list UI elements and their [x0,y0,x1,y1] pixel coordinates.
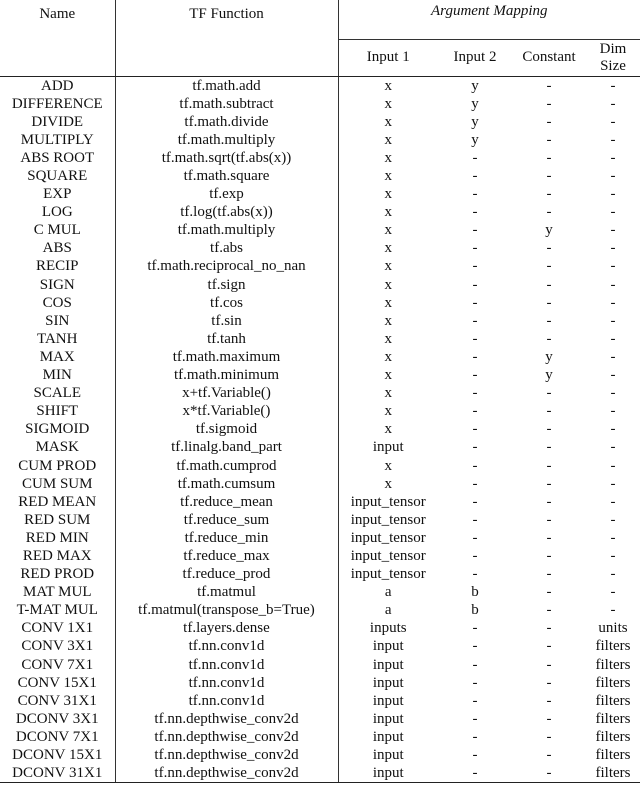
cell-dim-size: - [610,421,616,438]
cell-input1: x [384,348,392,365]
cell-constant: - [546,529,552,546]
cell-input1: a [384,602,392,619]
cell-tf-function: tf.matmul [115,583,338,601]
cell-input2: - [472,149,478,166]
cell-name: MASK [0,438,115,456]
table-row [0,728,640,746]
cell-name: TANH [0,330,115,348]
table-row [0,493,640,511]
cell-name: RECIP [0,257,115,275]
cell-tf-function: tf.nn.depthwise_conv2d [115,746,338,764]
table-row [0,438,640,456]
cell-dim-size: - [610,367,616,384]
cell-constant: - [546,168,552,185]
cell-constant: - [546,584,552,601]
cell-constant: - [546,95,552,112]
cell-tf-function: tf.reduce_prod [115,565,338,583]
cell-input1: input [372,747,404,764]
cell-input2: - [472,692,478,709]
cell-input2: - [472,710,478,727]
table-row [0,276,640,294]
cell-tf-function: tf.reduce_max [115,547,338,565]
cell-constant: - [546,602,552,619]
table-row [0,529,640,547]
cell-name: SHIFT [0,402,115,420]
cell-dim-size: - [610,312,616,329]
cell-input2: - [472,294,478,311]
cell-name: RED SUM [0,511,115,529]
cell-input2: - [472,367,478,384]
cell-dim-size: filters [595,638,631,655]
table-row [0,565,640,583]
cell-name: MIN [0,366,115,384]
table-row [0,710,640,728]
cell-tf-function: tf.nn.depthwise_conv2d [115,728,338,746]
table-row [0,149,640,167]
header-tf-function: TF Function [115,0,338,39]
cell-dim-size: - [610,457,616,474]
cell-name: SIGMOID [0,420,115,438]
cell-constant: - [546,728,552,745]
table-row [0,764,640,783]
table-row [0,113,640,131]
cell-dim-size: - [610,149,616,166]
cell-name: DIVIDE [0,113,115,131]
cell-tf-function: tf.nn.depthwise_conv2d [115,710,338,728]
cell-constant: y [545,348,553,365]
cell-constant: - [546,747,552,764]
cell-name: T-MAT MUL [0,601,115,619]
cell-name: SCALE [0,384,115,402]
table-row [0,221,640,239]
cell-input1: x [384,222,392,239]
cell-input2: - [472,439,478,456]
cell-dim-size: filters [595,692,631,709]
cell-tf-function: tf.reduce_mean [115,493,338,511]
cell-name: COS [0,294,115,312]
cell-input2: b [471,602,479,619]
cell-input1: x [384,240,392,257]
cell-dim-size: - [610,330,616,347]
cell-dim-size: - [610,168,616,185]
cell-tf-function: tf.nn.conv1d [115,692,338,710]
cell-tf-function: tf.math.maximum [115,348,338,366]
header-name: Name [0,0,115,39]
cell-name: MULTIPLY [0,131,115,149]
cell-dim-size: - [610,131,616,148]
cell-tf-function: tf.math.minimum [115,366,338,384]
cell-input1: x [384,95,392,112]
cell-constant: - [546,656,552,673]
cell-name: CONV 31X1 [0,692,115,710]
cell-input1: x [384,149,392,166]
cell-input1: x [384,294,392,311]
cell-dim-size: - [610,113,616,130]
cell-constant: - [546,674,552,691]
cell-input1: x [384,131,392,148]
cell-input1: input_tensor [350,493,426,510]
header-argument-mapping: Argument Mapping [338,0,640,39]
cell-constant: - [546,547,552,564]
cell-input2: y [471,77,479,94]
cell-input1: input [372,439,404,456]
cell-input2: - [472,457,478,474]
cell-constant: - [546,710,552,727]
cell-constant: - [546,330,552,347]
table-row [0,312,640,330]
table-row [0,692,640,710]
cell-tf-function: tf.math.sqrt(tf.abs(x)) [115,149,338,167]
cell-dim-size: - [610,403,616,420]
cell-constant: - [546,403,552,420]
cell-input1: x [384,403,392,420]
cell-constant: - [546,493,552,510]
table-row [0,475,640,493]
cell-tf-function: tf.math.multiply [115,131,338,149]
table-row [0,257,640,275]
cell-tf-function: tf.log(tf.abs(x)) [115,203,338,221]
cell-input2: - [472,728,478,745]
cell-name: C MUL [0,221,115,239]
cell-name: ADD [0,76,115,95]
cell-input1: x [384,113,392,130]
cell-input1: input [372,728,404,745]
header-size: Size [600,57,626,74]
cell-input1: inputs [369,620,407,637]
cell-name: RED PROD [0,565,115,583]
cell-constant: - [546,620,552,637]
cell-input1: x [384,258,392,275]
cell-input2: - [472,186,478,203]
cell-input2: y [471,113,479,130]
cell-tf-function: tf.sigmoid [115,420,338,438]
cell-input1: input [372,638,404,655]
cell-dim-size: - [610,294,616,311]
cell-input1: x [384,77,392,94]
table-row [0,384,640,402]
cell-tf-function: tf.math.square [115,167,338,185]
cell-input2: - [472,276,478,293]
cell-constant: y [545,222,553,239]
header-input2: Input 2 [438,39,512,76]
cell-input2: - [472,312,478,329]
cell-input2: - [472,475,478,492]
cell-name: CUM SUM [0,475,115,493]
cell-input1: input [338,764,438,783]
cell-input2: - [472,511,478,528]
cell-constant: - [546,258,552,275]
cell-dim-size: - [610,240,616,257]
cell-constant: - [546,421,552,438]
cell-constant: - [546,294,552,311]
cell-dim-size: - [610,186,616,203]
cell-tf-function: tf.nn.conv1d [115,637,338,655]
cell-tf-function: tf.cos [115,294,338,312]
table-row [0,601,640,619]
cell-tf-function: x+tf.Variable() [115,384,338,402]
cell-input1: x [384,312,392,329]
cell-constant: y [545,367,553,384]
table-row [0,366,640,384]
cell-input1: input [372,710,404,727]
cell-constant: - [546,204,552,221]
cell-dim-size: filters [595,674,631,691]
cell-tf-function: tf.exp [115,185,338,203]
cell-name: CUM PROD [0,456,115,474]
table-row [0,674,640,692]
table-row [0,402,640,420]
cell-name: SIGN [0,276,115,294]
cell-name: LOG [0,203,115,221]
table-row [0,511,640,529]
table-row [0,746,640,764]
cell-name: DCONV 7X1 [0,728,115,746]
cell-dim-size: - [610,204,616,221]
cell-dim-size: - [610,547,616,564]
cell-tf-function: tf.abs [115,239,338,257]
cell-constant: - [546,312,552,329]
cell-tf-function: tf.sign [115,276,338,294]
cell-input1: input [372,692,404,709]
cell-tf-function: tf.math.add [115,76,338,95]
table-row [0,656,640,674]
table-row [0,203,640,221]
cell-constant: - [546,186,552,203]
cell-constant: - [546,77,552,94]
cell-dim-size: - [610,493,616,510]
header-tf-spacer [115,39,338,76]
table-row [0,294,640,312]
cell-name: RED MIN [0,529,115,547]
cell-dim-size: - [610,439,616,456]
cell-constant: - [546,511,552,528]
cell-tf-function: tf.sin [115,312,338,330]
cell-dim-size: - [610,529,616,546]
cell-input2: - [472,566,478,583]
cell-dim-size: - [610,475,616,492]
cell-tf-function: tf.nn.conv1d [115,656,338,674]
cell-input2: - [472,168,478,185]
cell-constant: - [546,113,552,130]
cell-input2: - [472,330,478,347]
cell-input2: - [472,493,478,510]
cell-name: ABS [0,239,115,257]
cell-input1: x [384,168,392,185]
table-row [0,420,640,438]
cell-tf-function: tf.nn.conv1d [115,674,338,692]
cell-input1: input [372,674,404,691]
cell-input2: - [472,674,478,691]
cell-input1: input_tensor [350,529,426,546]
cell-input2: b [471,584,479,601]
cell-input1: x [384,276,392,293]
cell-dim-size: - [610,258,616,275]
table-row [0,637,640,655]
cell-name: SIN [0,312,115,330]
table-row [0,330,640,348]
cell-input1: x [384,330,392,347]
cell-name: DCONV 3X1 [0,710,115,728]
cell-input2: - [472,348,478,365]
cell-tf-function: tf.layers.dense [115,619,338,637]
table-row [0,76,640,95]
cell-tf-function: tf.math.multiply [115,221,338,239]
cell-dim-size: - [610,584,616,601]
table-row [0,348,640,366]
cell-constant: - [546,566,552,583]
cell-dim-size: - [610,95,616,112]
cell-input1: x [384,385,392,402]
cell-constant: - [546,131,552,148]
table-row [0,131,640,149]
cell-input2: - [472,529,478,546]
cell-input2: - [472,222,478,239]
cell-input1: x [384,367,392,384]
cell-input2: - [472,638,478,655]
cell-tf-function: tf.math.subtract [115,95,338,113]
cell-tf-function: tf.linalg.band_part [115,438,338,456]
cell-name: DIFFERENCE [0,95,115,113]
cell-name: DCONV 31X1 [0,764,115,783]
cell-input2: - [472,421,478,438]
cell-dim-size: - [610,77,616,94]
cell-dim-size: - [610,348,616,365]
cell-tf-function: tf.math.cumprod [115,456,338,474]
cell-input2: - [472,403,478,420]
cell-name: CONV 3X1 [0,637,115,655]
header-name-spacer [0,39,115,76]
cell-dim-size: filters [595,710,631,727]
cell-dim-size: filters [586,764,640,783]
cell-tf-function: tf.reduce_sum [115,511,338,529]
cell-name: CONV 15X1 [0,674,115,692]
table-row [0,95,640,113]
cell-name: ABS ROOT [0,149,115,167]
cell-input1: x [384,204,392,221]
cell-tf-function: tf.reduce_min [115,529,338,547]
cell-input1: x [384,475,392,492]
cell-constant: - [546,692,552,709]
header-constant: Constant [512,39,586,76]
cell-input1: x [384,457,392,474]
cell-input1: x [384,186,392,203]
cell-dim-size: - [610,511,616,528]
cell-input2: y [471,95,479,112]
table-row [0,167,640,185]
header-dim: Dim [599,40,627,57]
table-row [0,456,640,474]
cell-input1: a [384,584,392,601]
cell-input1: input_tensor [350,547,426,564]
cell-constant: - [546,240,552,257]
cell-dim-size: - [610,566,616,583]
cell-input2: - [438,764,512,783]
cell-dim-size: - [610,602,616,619]
cell-dim-size: - [610,276,616,293]
cell-dim-size: filters [595,656,631,673]
cell-name: MAX [0,348,115,366]
cell-constant: - [546,439,552,456]
cell-name: SQUARE [0,167,115,185]
table-row [0,547,640,565]
cell-dim-size: - [610,385,616,402]
cell-constant: - [546,475,552,492]
cell-dim-size: - [610,222,616,239]
table-row [0,619,640,637]
cell-input2: - [472,547,478,564]
cell-input2: - [472,258,478,275]
cell-input2: - [472,656,478,673]
cell-dim-size: filters [595,728,631,745]
cell-name: RED MAX [0,547,115,565]
cell-name: EXP [0,185,115,203]
cell-tf-function: tf.nn.depthwise_conv2d [115,764,338,783]
cell-name: RED MEAN [0,493,115,511]
cell-input2: - [472,620,478,637]
cell-tf-function: tf.math.reciprocal_no_nan [115,257,338,275]
header-input1: Input 1 [338,39,438,76]
table-row [0,239,640,257]
cell-constant: - [512,764,586,783]
cell-dim-size: units [598,620,628,637]
cell-input2: - [472,385,478,402]
cell-input2: - [472,204,478,221]
cell-input2: y [471,131,479,148]
cell-name: MAT MUL [0,583,115,601]
cell-tf-function: tf.tanh [115,330,338,348]
cell-input2: - [472,747,478,764]
cell-tf-function: tf.math.cumsum [115,475,338,493]
table-row [0,583,640,601]
header-dim-size [586,39,640,76]
cell-tf-function: tf.math.divide [115,113,338,131]
cell-input1: x [384,421,392,438]
cell-name: DCONV 15X1 [0,746,115,764]
cell-input1: input [372,656,404,673]
cell-constant: - [546,638,552,655]
cell-tf-function: tf.matmul(transpose_b=True) [115,601,338,619]
table-row [0,185,640,203]
cell-tf-function: x*tf.Variable() [115,402,338,420]
cell-constant: - [546,457,552,474]
cell-input2: - [472,240,478,257]
cell-input1: input_tensor [350,566,426,583]
cell-name: CONV 7X1 [0,656,115,674]
cell-constant: - [546,149,552,166]
cell-constant: - [546,385,552,402]
cell-name: CONV 1X1 [0,619,115,637]
cell-input1: input_tensor [350,511,426,528]
cell-dim-size: filters [595,747,631,764]
cell-constant: - [546,276,552,293]
